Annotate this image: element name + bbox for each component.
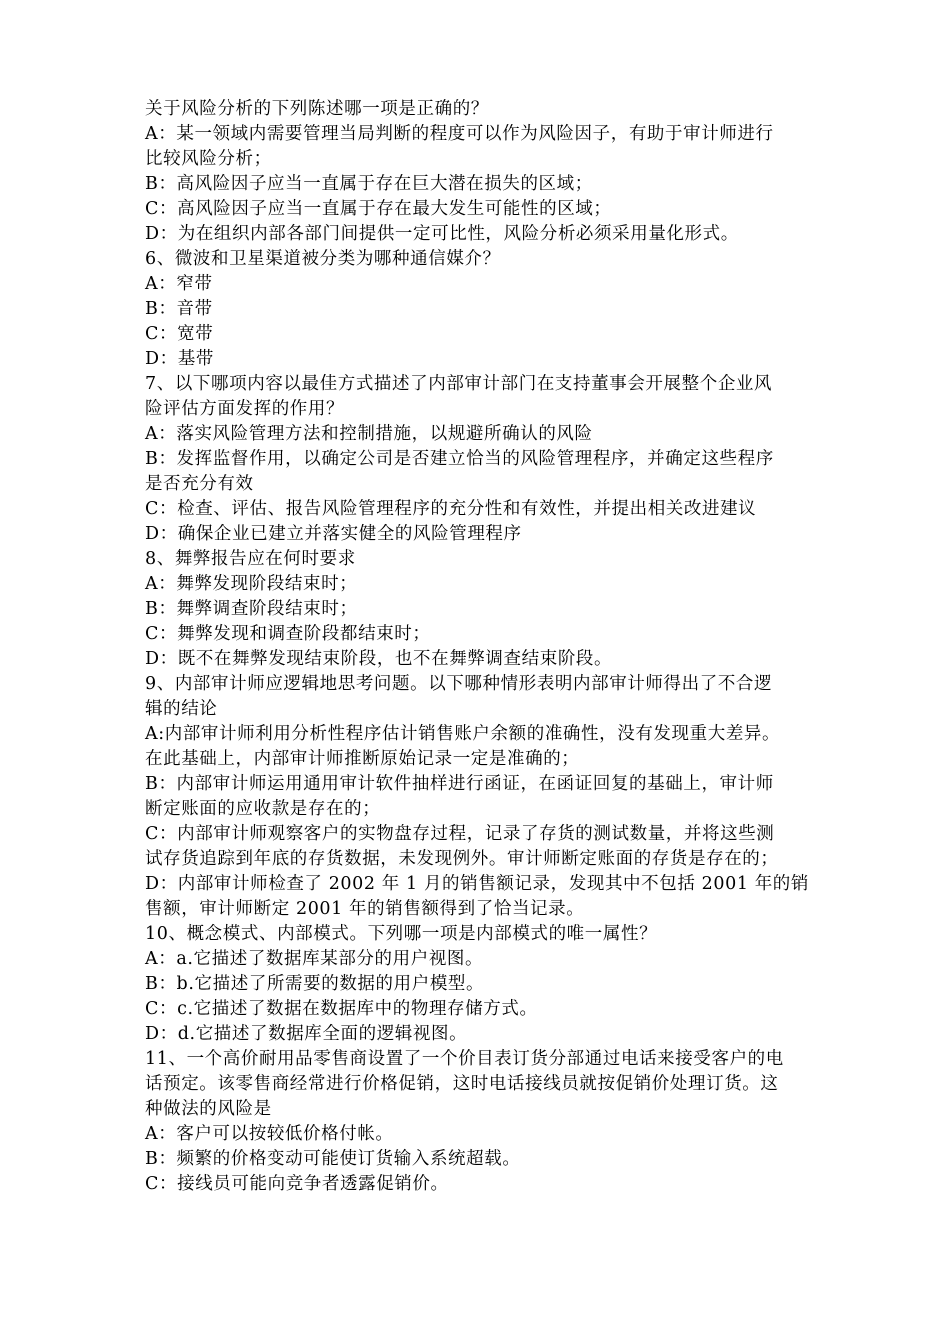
- question-5-stem: 关于风险分析的下列陈述哪一项是正确的？: [145, 99, 489, 119]
- question-9-option-b: B：内部审计师运用通用审计软件抽样进行函证，在函证回复的基础上，审计师: [145, 774, 774, 794]
- question-5-option-a: A：某一领域内需要管理当局判断的程度可以作为风险因子，有助于审计师进行: [145, 124, 774, 144]
- question-11-option-c: C：接线员可能向竞争者透露促销价。: [145, 1174, 449, 1194]
- question-9-stem: 9、内部审计师应逻辑地思考问题。以下哪种情形表明内部审计师得出了不合逻: [145, 674, 773, 694]
- question-9-option-a: A:内部审计师利用分析性程序估计销售账户余额的准确性，没有发现重大差异。: [145, 724, 781, 744]
- question-7-option-b-cont: 是否充分有效: [145, 474, 254, 494]
- document-page: [145, 97, 815, 1197]
- question-6-option-d: D：基带: [145, 349, 214, 369]
- question-11-option-b: B：频繁的价格变动可能使订货输入系统超载。: [145, 1149, 521, 1169]
- question-9-option-a-cont: 在此基础上，内部审计师推断原始记录一定是准确的；: [145, 749, 580, 769]
- question-11-stem-cont-1: 话预定。该零售商经常进行价格促销，这时电话接线员就按促销价处理订货。这: [145, 1074, 779, 1094]
- question-7-option-a: A：落实风险管理方法和控制措施，以规避所确认的风险: [145, 424, 593, 444]
- question-8-option-d: D：既不在舞弊发现结束阶段，也不在舞弊调查结束阶段。: [145, 649, 613, 669]
- question-8-option-c: C：舞弊发现和调查阶段都结束时；: [145, 624, 431, 644]
- question-7-option-b: B：发挥监督作用，以确定公司是否建立恰当的风险管理程序，并确定这些程序: [145, 449, 774, 469]
- question-8-stem: 8、舞弊报告应在何时要求: [145, 549, 356, 569]
- question-5-option-c: C：高风险因子应当一直属于存在最大发生可能性的区域；: [145, 199, 612, 219]
- question-6-option-c: C：宽带: [145, 324, 214, 344]
- question-9-option-d: D：内部审计师检查了 2002 年 1 月的销售额记录，发现其中不包括 2001 年的销: [145, 874, 810, 894]
- question-7-stem: 7、以下哪项内容以最佳方式描述了内部审计部门在支持董事会开展整个企业风: [145, 374, 773, 394]
- question-10-option-a: A：a.它描述了数据库某部分的用户视图。: [145, 949, 484, 969]
- question-9-stem-cont: 辑的结论: [145, 699, 218, 719]
- question-5-option-a-cont: 比较风险分析；: [145, 149, 272, 169]
- question-9-option-c: C：内部审计师观察客户的实物盘存过程，记录了存货的测试数量，并将这些测: [145, 824, 775, 844]
- question-6-stem: 6、微波和卫星渠道被分类为哪种通信媒介？: [145, 249, 501, 269]
- question-7-option-d: D：确保企业已建立并落实健全的风险管理程序: [145, 524, 522, 544]
- question-5-option-b: B：高风险因子应当一直属于存在巨大潜在损失的区域；: [145, 174, 593, 194]
- question-9-option-b-cont: 断定账面的应收款是存在的；: [145, 799, 381, 819]
- question-10-option-b: B：b.它描述了所需要的数据的用户模型。: [145, 974, 485, 994]
- question-10-option-c: C：c.它描述了数据在数据库中的物理存储方式。: [145, 999, 538, 1019]
- question-10-stem: 10、概念模式、内部模式。下列哪一项是内部模式的唯一属性？: [145, 924, 658, 944]
- question-10-option-d: D：d.它描述了数据库全面的逻辑视图。: [145, 1024, 468, 1044]
- question-9-option-c-cont: 试存货追踪到年底的存货数据，未发现例外。审计师断定账面的存货是存在的；: [145, 849, 779, 869]
- question-11-option-a: A：客户可以按较低价格付帐。: [145, 1124, 394, 1144]
- question-7-stem-cont: 险评估方面发挥的作用？: [145, 399, 345, 419]
- question-8-option-b: B：舞弊调查阶段结束时；: [145, 599, 358, 619]
- question-6-option-b: B：音带: [145, 299, 213, 319]
- question-9-option-d-cont: 售额，审计师断定 2001 年的销售额得到了恰当记录。: [145, 899, 585, 919]
- question-6-option-a: A：窄带: [145, 274, 213, 294]
- question-11-stem: 11、一个高价耐用品零售商设置了一个价目表订货分部通过电话来接受客户的电: [145, 1049, 784, 1069]
- question-5-option-d: D：为在组织内部各部门间提供一定可比性，风险分析必须采用量化形式。: [145, 224, 739, 244]
- question-7-option-c: C：检查、评估、报告风险管理程序的充分性和有效性，并提出相关改进建议: [145, 499, 757, 519]
- question-11-stem-cont-2: 种做法的风险是: [145, 1099, 272, 1119]
- question-8-option-a: A：舞弊发现阶段结束时；: [145, 574, 358, 594]
